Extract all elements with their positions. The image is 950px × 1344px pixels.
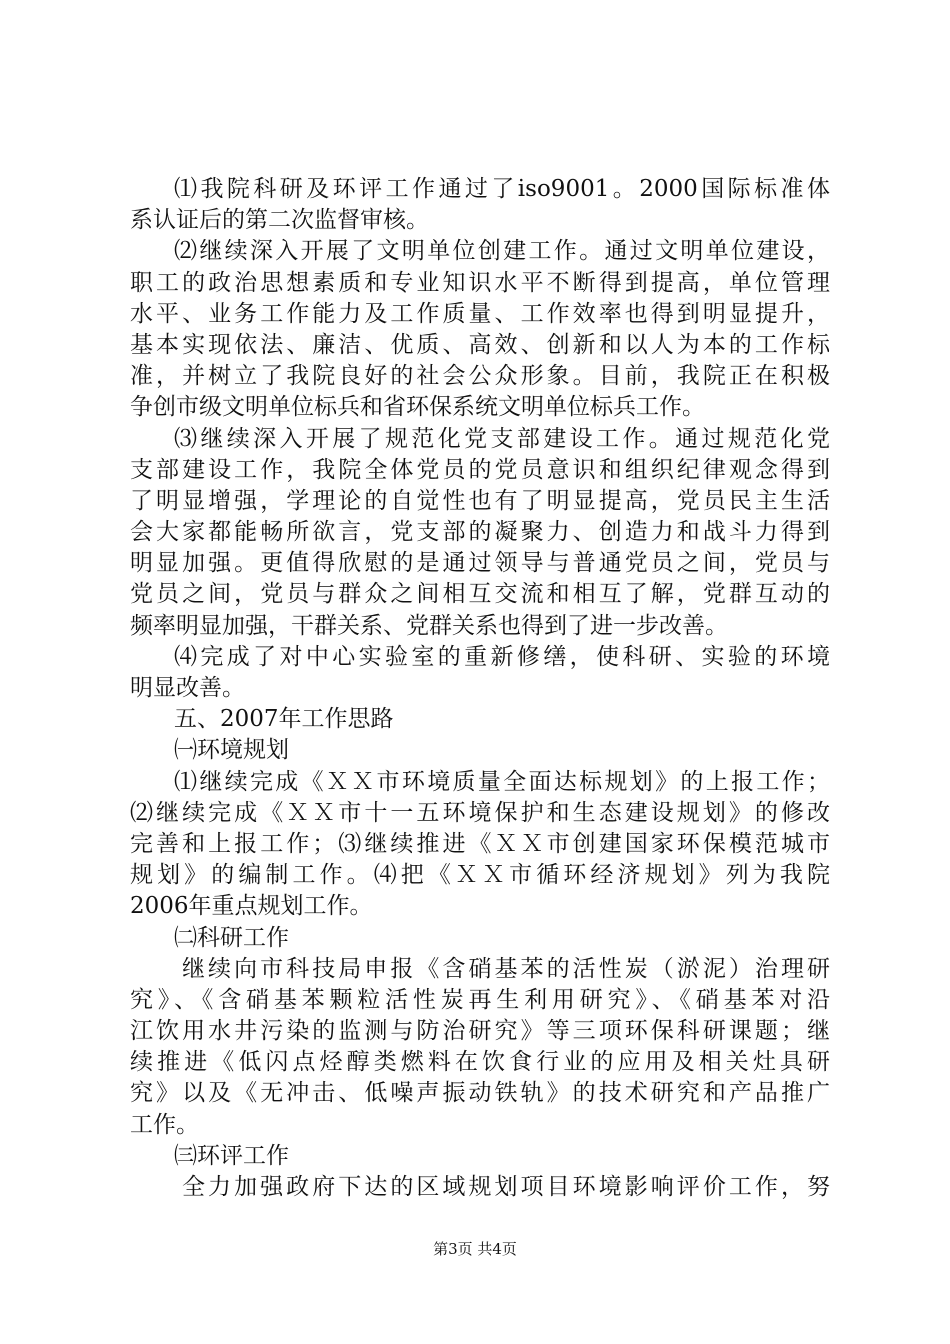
text-line: 明显加强。更值得欣慰的是通过领导与普通党员之间，党员与 [130,550,830,577]
text-line: 继续向市科技局申报《含硝基苯的活性炭（淤泥）治理研 [182,955,830,982]
text-line: 支部建设工作，我院全体党员的党员意识和组织纪律观念得到 [130,456,830,483]
subsection-heading: ㈡科研工作 [174,924,289,951]
text-line: 水平、业务工作能力及工作质量、工作效率也得到明显提升， [130,300,830,327]
text-line: 准，并树立了我院良好的社会公众形象。目前，我院正在积极 [130,363,830,390]
text-line: 全力加强政府下达的区域规划项目环境影响评价工作，努 [182,1174,830,1200]
text-line: 究》以及《无冲击、低噪声振动铁轨》的技术研究和产品推广 [130,1080,830,1107]
text-line: 系认证后的第二次监督审核。 [130,207,429,234]
text-line: 究》、《含硝基苯颗粒活性炭再生利用研究》、《硝基苯对沿 [130,986,830,1013]
text-line: ⑶继续深入开展了规范化党支部建设工作。通过规范化党 [174,425,830,452]
subsection-heading: ㈢环评工作 [174,1142,289,1169]
page-footer: 第3页 共4页 [433,1240,517,1258]
text-line: 2006年重点规划工作。 [130,893,373,920]
text-line: 职工的政治思想素质和专业知识水平不断得到提高，单位管理 [130,269,830,296]
document-body [130,174,830,1203]
text-line: 续推进《低闪点烃醇类燃料在饮食行业的应用及相关灶具研 [130,1049,830,1076]
text-line: ⑵继续深入开展了文明单位创建工作。通过文明单位建设， [174,238,830,265]
text-line: ⑷完成了对中心实验室的重新修缮，使科研、实验的环境 [174,643,830,670]
text-line: 规划》的编制工作。⑷把《ＸＸ市循环经济规划》列为我院 [130,862,830,889]
text-line: ⑴继续完成《ＸＸ市环境质量全面达标规划》的上报工作； [174,768,830,795]
text-line: 了明显增强，学理论的自觉性也有了明显提高，党员民主生活 [130,487,830,514]
text-line: 频率明显加强，干群关系、党群关系也得到了进一步改善。 [130,612,728,639]
text-line: 完善和上报工作；⑶继续推进《ＸＸ市创建国家环保模范城市 [130,830,830,857]
subsection-heading: ㈠环境规划 [174,737,289,764]
text-line: 明显改善。 [130,675,245,701]
text-line: 基本实现依法、廉洁、优质、高效、创新和以人为本的工作标 [130,331,830,358]
text-line: 会大家都能畅所欲言，党支部的凝聚力、创造力和战斗力得到 [130,519,830,546]
text-line: 江饮用水井污染的监测与防治研究》等三项环保科研课题；继 [130,1018,830,1045]
section-heading: 五、2007年工作思路 [174,706,394,733]
text-line: 争创市级文明单位标兵和省环保系统文明单位标兵工作。 [130,394,705,421]
text-line: 工作。 [130,1111,199,1138]
text-line: ⑵继续完成《ＸＸ市十一五环境保护和生态建设规划》的修改 [130,799,830,826]
text-line: 党员之间，党员与群众之间相互交流和相互了解，党群互动的 [130,581,830,608]
text-line: ⑴我院科研及环评工作通过了iso9001。2000国际标准体 [174,176,830,202]
